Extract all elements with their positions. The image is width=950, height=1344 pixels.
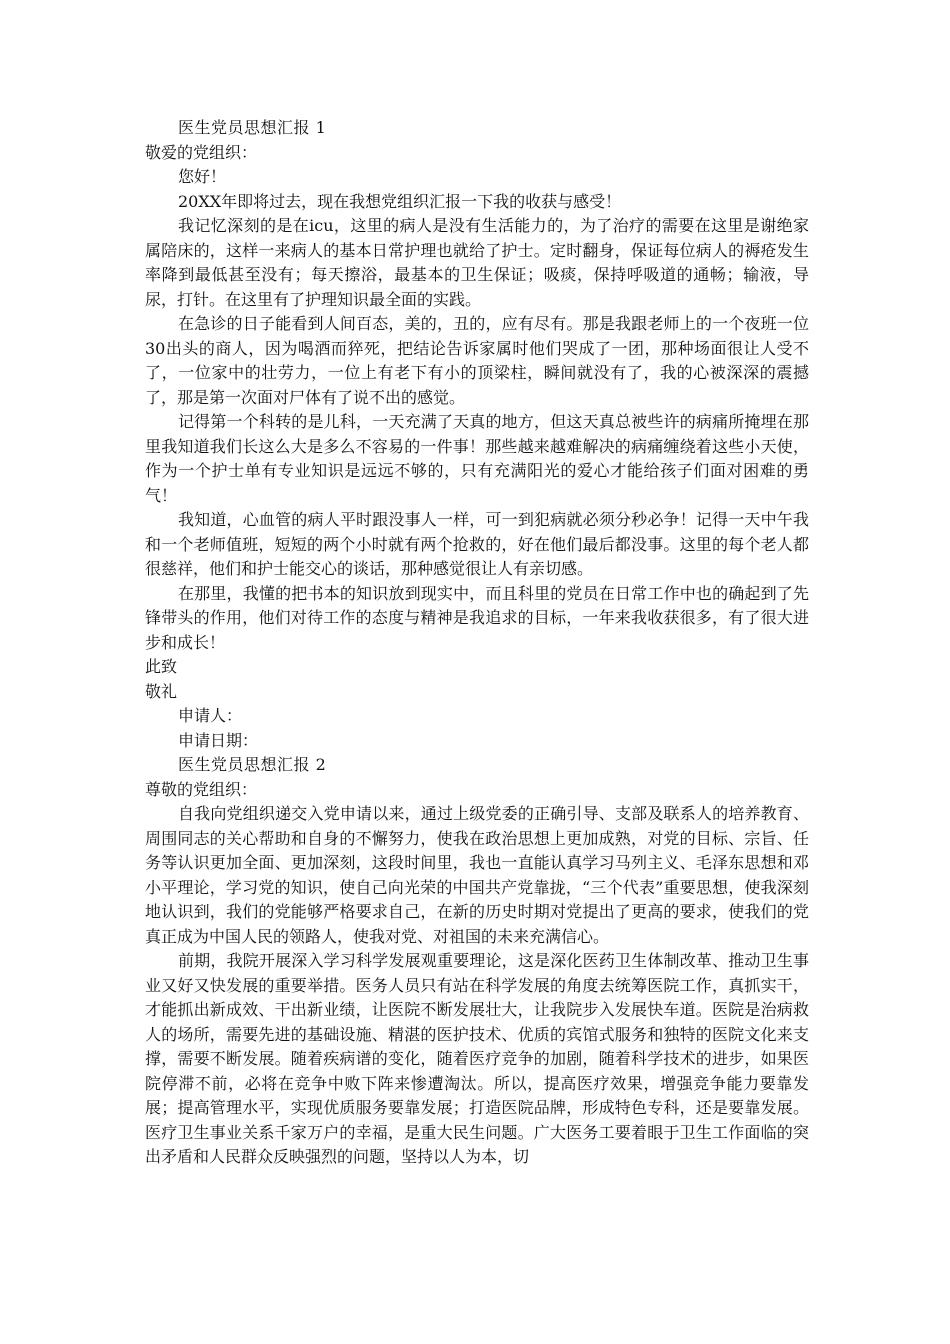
report2-title: 医生党员思想汇报 2 [178,755,327,774]
report1-apply-date: 申请日期： [178,730,259,750]
report1-paragraph: 记得第一个科转的是儿科，一天充满了天真的地方，但这天真总被些许的病痛所掩埋在那里我知道我们长这么大是多么不容易的一件事！那些越来越难解决的病痛缠绕着这些小天使，作为一个护士单有专业知识是远远不够的，只有充满阳光的爱心才能给孩子们面对困难的勇气！ [145,412,809,505]
report1-paragraph: 我知道，心血管的病人平时跟没事人一样，可一到犯病就必须分秒必争！记得一天中午我和一个老师值班，短短的两个小时就有两个抢救的，好在他们最后都没事。这里的每个老人都很慈祥，他们和护士能交心的谈话，那种感觉很让人有亲切感。 [145,510,809,578]
report2-salutation: 尊敬的党组织： [145,779,258,799]
report1-greeting: 您好！ [178,167,227,186]
report1-paragraph: 在那里，我懂的把书本的知识放到现实中，而且科里的党员在日常工作中也的确起到了先锋带头的作用，他们对待工作的态度与精神是我追求的目标，一年来我收获很多，有了很大进步和成长！ [145,583,809,652]
report1-closing-line1: 此致 [145,657,178,676]
report1-paragraph: 20XX年即将过去，现在我想党组织汇报一下我的收获与感受！ [178,191,622,211]
report1-salutation: 敬爱的党组织： [145,142,258,162]
report1-paragraph: 我记忆深刻的是在icu，这里的病人是没有生活能力的，为了治疗的需要在这里是谢绝家属陪床的，这样一来病人的基本日常护理也就给了护士。定时翻身，保证每位病人的褥疮发生率降到最低甚至没有；每天擦浴，最基本的卫生保证；吸痰，保持呼吸道的通畅；输液，导尿，打针。在这里有了护理知识最全面的实践。 [145,216,809,309]
report1-paragraph: 在急诊的日子能看到人间百态，美的，丑的，应有尽有。那是我跟老师上的一个夜班一位30出头的商人，因为喝酒而猝死，把结论告诉家属时他们哭成了一团，那种场面很让人受不了，一位家中的壮劳力，一位上有老下有小的顶梁柱，瞬间就没有了，我的心被深深的震撼了，那是第一次面对尸体有了说不出的感觉。 [145,314,809,407]
document-body [145,116,809,1170]
report2-paragraph: 自我向党组织递交入党申请以来，通过上级党委的正确引导、支部及联系人的培养教育、周围同志的关心帮助和自身的不懈努力，使我在政治思想上更加成熟，对党的目标、宗旨、任务等认识更加全面、更加深刻，这段时间里，我也一直能认真学习马列主义、毛泽东思想和邓小平理论，学习党的知识，使自己向光荣的中国共产党靠拢，“三个代表”重要思想，使我深刻地认识到，我们的党能够严格要求自己，在新的历史时期对党提出了更高的要求，使我们的党真正成为中国人民的领路人，使我对党、对祖国的未来充满信心。 [145,804,809,946]
report1-title: 医生党员思想汇报 1 [178,118,327,137]
report1-closing-line2: 敬礼 [145,681,178,701]
report1-applicant: 申请人： [178,706,243,725]
report2-paragraph: 前期，我院开展深入学习科学发展观重要理论，这是深化医药卫生体制改革、推动卫生事业又好又快发展的重要举措。医务人员只有站在科学发展的角度去统筹医院工作，真抓实干，才能抓出新成效、干出新业绩，让医院不断发展壮大，让我院步入发展快车道。医院是治病救人的场所，需要先进的基础设施、精湛的医护技术、优质的宾馆式服务和独特的医院文化来支撑，需要不断发展。随着疾病谱的变化，随着医疗竞争的加剧，随着科学技术的进步，如果医院停滞不前，必将在竞争中败下阵来惨遭淘汰。所以，提高医疗效果，增强竞争能力要靠发展；提高管理水平，实现优质服务要靠发展；打造医院品牌，形成特色专科，还是要靠发展。医疗卫生事业关系千家万户的幸福，是重大民生问题。广大医务工要着眼于卫生工作面临的突出矛盾和人民群众反映强烈的问题，坚持以人为本，切 [145,951,809,1166]
